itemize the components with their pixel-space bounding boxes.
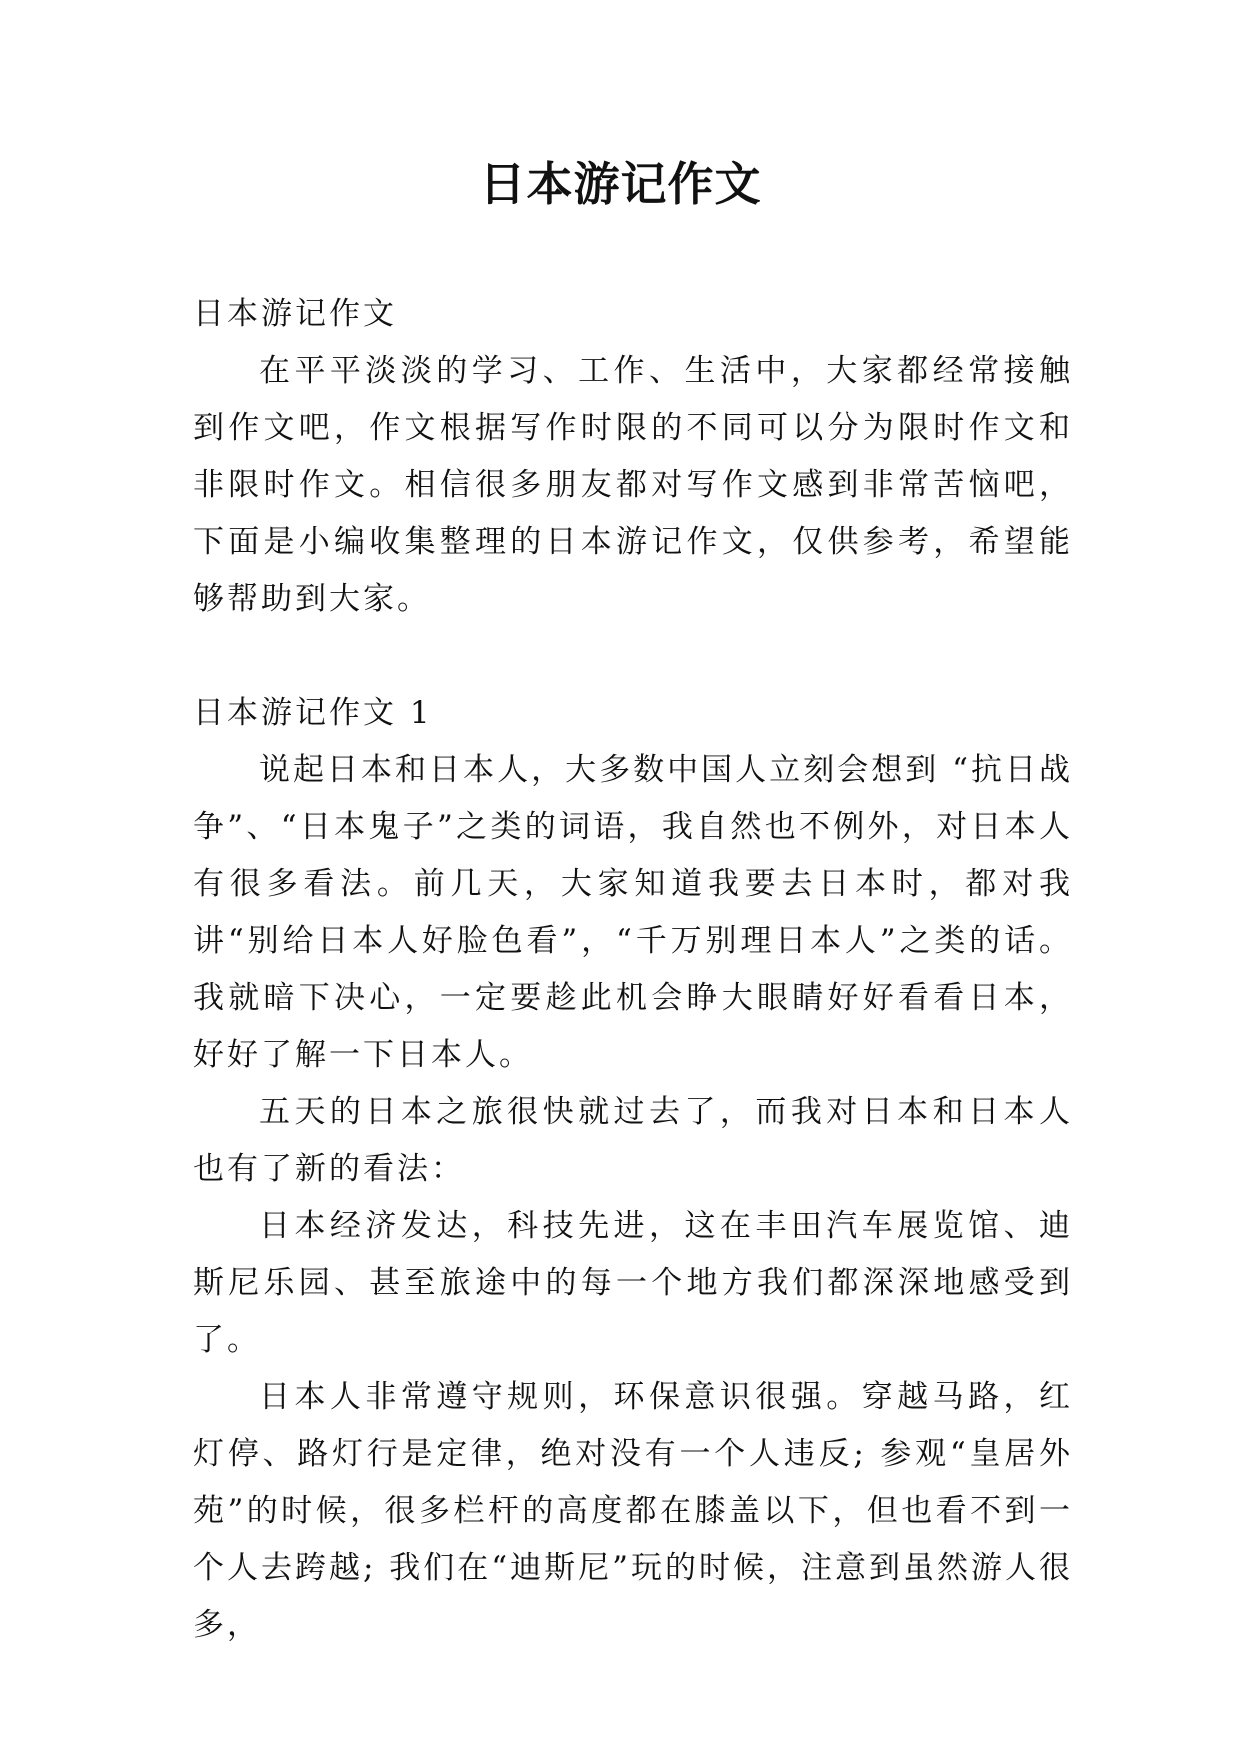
document-body bbox=[193, 286, 1073, 1654]
section-spacer bbox=[193, 628, 1073, 685]
section1-heading: 日本游记作文 1 bbox=[193, 695, 433, 731]
intro-paragraph: 在平平淡淡的学习、工作、生活中，大家都经常接触到作文吧，作文根据写作时限的不同可以分为限时作文和非限时作文。相信很多朋友都对写作文感到非常苦恼吧，下面是小编收集整理的日本游记作文，仅供参考，希望能够帮助到大家。 bbox=[193, 353, 1073, 617]
section1-paragraph-3: 日本经济发达，科技先进，这在丰田汽车展览馆、迪斯尼乐园、甚至旅途中的每一个地方我们都深深地感受到了。 bbox=[193, 1208, 1073, 1358]
section1-paragraph-2: 五天的日本之旅很快就过去了，而我对日本和日本人也有了新的看法： bbox=[193, 1094, 1073, 1187]
document-title: 日本游记作文 bbox=[479, 157, 762, 211]
intro-heading: 日本游记作文 bbox=[193, 296, 397, 332]
section1-paragraph-1: 说起日本和日本人，大多数中国人立刻会想到 “抗日战争”、“日本鬼子”之类的词语，我自然也不例外，对日本人有很多看法。前几天，大家知道我要去日本时，都对我讲“别给日本人好脸色看”，“千万别理日本人”之类的话。我就暗下决心，一定要趁此机会睁大眼睛好好看看日本，好好了解一下日本人。 bbox=[193, 752, 1073, 1073]
section1-paragraph-4: 日本人非常遵守规则，环保意识很强。穿越马路，红灯停、路灯行是定律，绝对没有一个人违反; 参观“皇居外苑”的时候，很多栏杆的高度都在膝盖以下，但也看不到一个人去跨越; 我们在“迪斯尼”玩的时候，注意到虽然游人很多， bbox=[193, 1379, 1073, 1643]
